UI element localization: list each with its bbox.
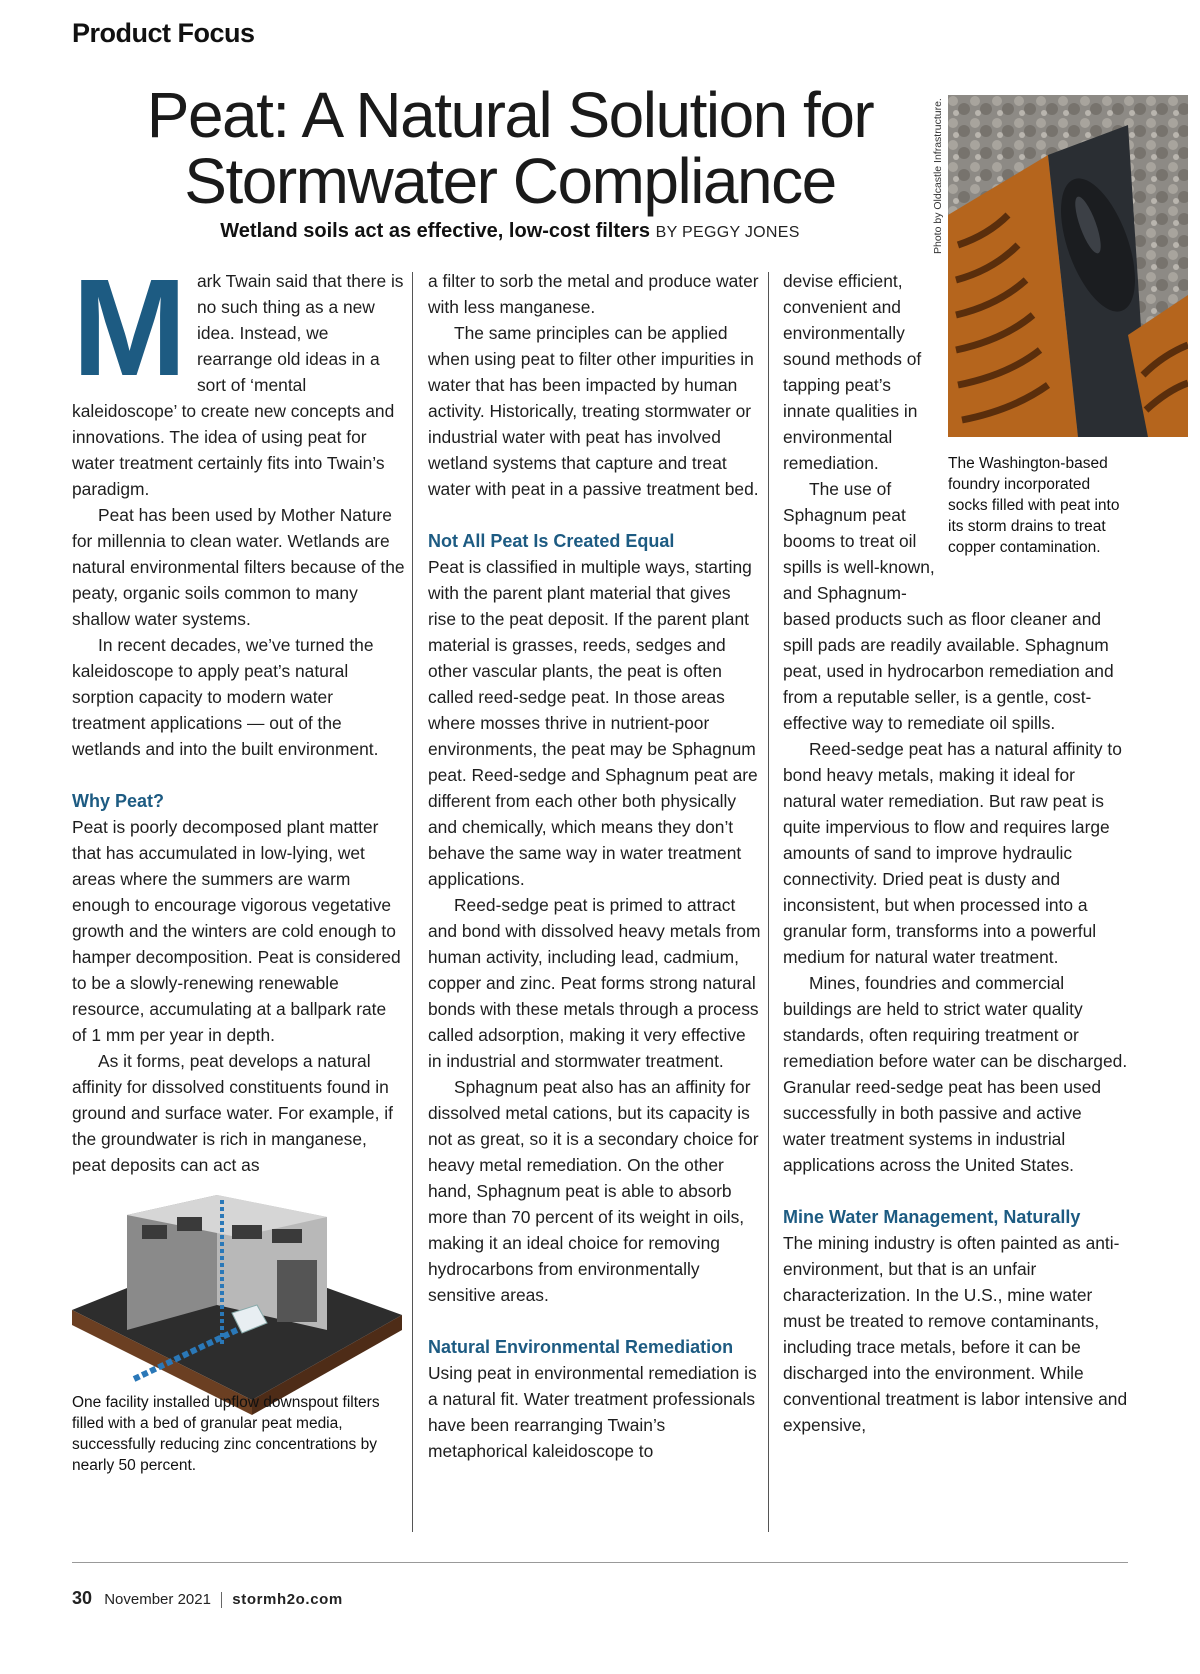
- col1-paragraph-1: ark Twain said that there is no such thing as a new idea. Instead, we rearrange old ideas in a sort of ‘mental kaleidoscope’ to create new concepts and innovations. The idea of using peat for water treatment certainly fits into Twain’s paradigm.: [72, 271, 404, 499]
- col1-paragraph-3: In recent decades, we’ve turned the kaleidoscope to apply peat’s natural sorption capacity to modern water treatment applications — out of the wetlands and into the built environment.: [72, 635, 379, 759]
- column-divider-1: [412, 272, 413, 1532]
- col3-paragraph-5: The mining industry is often painted as anti-environment, but that is an unfair characterization. In the U.S., mine water must be treated to remove contaminants, including trace metals, before it can be discharged into the environment. While conventional treatment is labor intensive and expensive,: [783, 1233, 1128, 1435]
- col2-paragraph-2: The same principles can be applied when using peat to filter other impurities in water that has been impacted by human activity. Historically, treating stormwater or industrial water with peat has involved wetland systems that capture and treat water with peat in a passive treatment bed.: [428, 323, 759, 499]
- garage-door: [277, 1260, 317, 1322]
- title-line-2: Stormwater Compliance: [184, 145, 836, 217]
- section-label: Product Focus: [72, 18, 255, 48]
- col2-paragraph-5: Sphagnum peat also has an affinity for dissolved metal cations, but its capacity is not as great, so it is a secondary choice for heavy metal remediation. On the other hand, Sphagnum peat is able to absorb more than 70 percent of its weight in oils, making it an ideal choice for removing hydrocarbons from environmentally sensitive areas.: [428, 1077, 759, 1305]
- photo-caption: The Washington-based foundry incorporated socks filled with peat into its storm drains to treat copper contamination.: [948, 455, 1120, 556]
- article-title: [100, 79, 920, 217]
- heading-mine-water: Mine Water Management, Naturally: [783, 1207, 1081, 1227]
- heading-why-peat: Why Peat?: [72, 791, 165, 811]
- col2-paragraph-6: Using peat in environmental remediation is a natural fit. Water treatment professionals have been rearranging Twain’s metaphorical kaleidoscope to: [428, 1363, 757, 1461]
- heading-natural-remediation: Natural Environmental Remediation: [428, 1337, 734, 1357]
- column-3: [783, 268, 1128, 1438]
- title-line-1: Peat: A Natural Solution for: [146, 79, 874, 151]
- col2-paragraph-3: Peat is classified in multiple ways, starting with the parent plant material that gives rise to the peat deposit. If the parent plant material is grasses, reeds, sedges and other vascular plants, the peat is often called reed-sedge peat. In those areas where mosses thrive in nutrient-poor environments, the peat may be Sphagnum peat. Reed-sedge and Sphagnum peat are different from each other both physically and chemically, which means they don’t behave the same way in water treatment applications.: [428, 557, 758, 889]
- col1-paragraph-4: Peat is poorly decomposed plant matter that has accumulated in low-lying, wet areas where the summers are warm enough to encourage vigorous vegetative growth and the winters are cold enough to hamper decomposition. Peat is considered to be a slowly-renewing renewable resource, accumulating at a ballpark rate of 1 mm per year in depth.: [72, 817, 401, 1045]
- column-1: [72, 251, 405, 1178]
- page-number: 30: [72, 1588, 93, 1608]
- heading-not-all-peat: Not All Peat Is Created Equal: [428, 531, 675, 551]
- col3-paragraph-4: Mines, foundries and commercial buildings are held to strict water quality standards, often requiring treatment or remediation before water can be discharged. Granular reed-sedge peat has been used successfully in both passive and active water treatment systems in industrial applications across the United States.: [783, 973, 1128, 1175]
- footer-rule: [72, 1562, 1128, 1563]
- article-deck: [100, 220, 920, 243]
- col2-paragraph-4: Reed-sedge peat is primed to attract and bond with dissolved heavy metals from human activity, including lead, cadmium, copper and zinc. Peat forms strong natural bonds with these metals through a process called adsorption, making it very effective in industrial and stormwater treatment.: [428, 895, 761, 1071]
- col1-paragraph-5: As it forms, peat develops a natural affinity for dissolved constituents found in ground and surface water. For example, if the groundwater is rich in manganese, peat deposits can act as: [72, 1051, 393, 1175]
- byline: BY PEGGY JONES: [655, 224, 800, 241]
- column-divider-2: [768, 272, 769, 1532]
- issue-date: November 2021: [104, 1591, 211, 1608]
- drop-cap: M: [72, 251, 187, 405]
- col3-paragraph-3: Reed-sedge peat has a natural affinity to bond heavy metals, making it ideal for natural water remediation. But raw peat is quite impervious to flow and requires large amounts of sand to improve hydraulic connectivity. Dried peat is dusty and inconsistent, but when processed into a granular form, transforms into a powerful medium for natural water treatment.: [783, 739, 1122, 967]
- photo-credit-text: Photo by Oldcastle Infrastructure.: [932, 98, 944, 254]
- col3-paragraph-1: devise efficient, convenient and environmentally sound methods of tapping peat’s innate qualities in environmental remediation.: [783, 271, 922, 473]
- col1-paragraph-2: Peat has been used by Mother Nature for millennia to clean water. Wetlands are natural environmental filters because of the peaty, organic soils common to many shallow water systems.: [72, 505, 405, 629]
- column-2: [428, 268, 763, 1464]
- col3-paragraph-2: The use of Sphagnum peat booms to treat oil spills is well-known, and Sphagnum-based products such as floor cleaner and spill pads are readily available. Sphagnum peat, used in hydrocarbon remediation and from a reputable seller, is a gentle, cost-effective way to remediate oil spills.: [783, 479, 1114, 733]
- photo-credit: [930, 96, 946, 256]
- website: stormh2o.com: [232, 1591, 343, 1608]
- col2-paragraph-1: a filter to sorb the metal and produce water with less manganese.: [428, 271, 759, 317]
- deck-text: Wetland soils act as effective, low-cost filters: [220, 220, 651, 242]
- page-footer: [72, 1588, 343, 1609]
- illustration-caption: One facility installed upflow downspout filters filled with a bed of granular peat media, successfully reducing zinc concentrations by nearly 50 percent.: [72, 1394, 380, 1474]
